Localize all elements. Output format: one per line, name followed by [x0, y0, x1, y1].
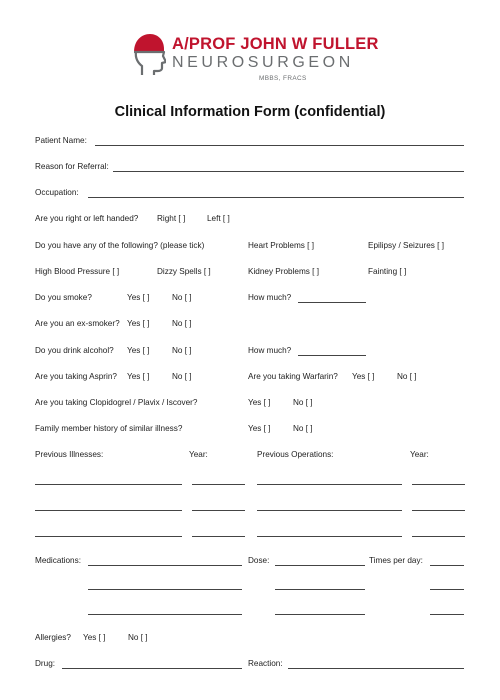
allergies-question: Allergies? — [35, 633, 71, 642]
alcohol-yes-checkbox[interactable]: Yes [ ] — [127, 346, 150, 355]
family-history-no-checkbox[interactable]: No [ ] — [293, 424, 313, 433]
smoke-yes-checkbox[interactable]: Yes [ ] — [127, 293, 150, 302]
asprin-question: Are you taking Asprin? — [35, 372, 117, 381]
illness-year-line[interactable] — [192, 510, 245, 511]
operation-year-line[interactable] — [412, 484, 465, 485]
exsmoker-yes-checkbox[interactable]: Yes [ ] — [127, 319, 150, 328]
occupation-label: Occupation: — [35, 188, 79, 197]
drug-line[interactable] — [62, 668, 242, 669]
doctor-qualifications: MBBS, FRACS — [259, 75, 307, 82]
smoke-how-much-line[interactable] — [298, 302, 366, 303]
occupation-line[interactable] — [88, 197, 464, 198]
kidney-problems-checkbox[interactable]: Kidney Problems [ ] — [248, 267, 319, 276]
alcohol-no-checkbox[interactable]: No [ ] — [172, 346, 192, 355]
illness-year-line[interactable] — [192, 484, 245, 485]
warfarin-question: Are you taking Warfarin? — [248, 372, 338, 381]
times-per-day-label: Times per day: — [369, 556, 423, 565]
illness-line[interactable] — [35, 484, 182, 485]
medication-line[interactable] — [88, 614, 242, 615]
dose-line[interactable] — [275, 589, 365, 590]
dose-line[interactable] — [275, 614, 365, 615]
times-per-day-line[interactable] — [430, 589, 464, 590]
times-per-day-line[interactable] — [430, 565, 464, 566]
fainting-checkbox[interactable]: Fainting [ ] — [368, 267, 407, 276]
dose-line[interactable] — [275, 565, 365, 566]
smoke-no-checkbox[interactable]: No [ ] — [172, 293, 192, 302]
reaction-line[interactable] — [288, 668, 464, 669]
doctor-name: A/PROF JOHN W FULLER — [172, 35, 379, 53]
warfarin-yes-checkbox[interactable]: Yes [ ] — [352, 372, 375, 381]
epilipsy-checkbox[interactable]: Epilipsy / Seizures [ ] — [368, 241, 444, 250]
handed-question: Are you right or left handed? — [35, 214, 139, 223]
operation-year-label: Year: — [410, 450, 429, 459]
warfarin-no-checkbox[interactable]: No [ ] — [397, 372, 417, 381]
illness-year-line[interactable] — [192, 536, 245, 537]
asprin-no-checkbox[interactable]: No [ ] — [172, 372, 192, 381]
exsmoker-question: Are you an ex-smoker? — [35, 319, 120, 328]
medication-line[interactable] — [88, 589, 242, 590]
exsmoker-no-checkbox[interactable]: No [ ] — [172, 319, 192, 328]
operation-year-line[interactable] — [412, 536, 465, 537]
clopidogrel-question: Are you taking Clopidogrel / Plavix / Iscover? — [35, 398, 198, 407]
dose-label: Dose: — [248, 556, 270, 565]
family-history-yes-checkbox[interactable]: Yes [ ] — [248, 424, 271, 433]
smoke-how-much-label: How much? — [248, 293, 292, 302]
head-logo-icon — [130, 30, 166, 76]
asprin-yes-checkbox[interactable]: Yes [ ] — [127, 372, 150, 381]
reaction-label: Reaction: — [248, 659, 283, 668]
illness-line[interactable] — [35, 510, 182, 511]
heart-problems-checkbox[interactable]: Heart Problems [ ] — [248, 241, 314, 250]
operation-year-line[interactable] — [412, 510, 465, 511]
illness-year-label: Year: — [189, 450, 208, 459]
alcohol-question: Do you drink alcohol? — [35, 346, 114, 355]
operation-line[interactable] — [257, 536, 402, 537]
form-title: Clinical Information Form (confidential) — [114, 104, 386, 120]
clopidogrel-yes-checkbox[interactable]: Yes [ ] — [248, 398, 271, 407]
family-history-question: Family member history of similar illness? — [35, 424, 183, 433]
right-handed-checkbox[interactable]: Right [ ] — [157, 214, 186, 223]
operation-line[interactable] — [257, 484, 402, 485]
conditions-question: Do you have any of the following? (please tick) — [35, 241, 205, 250]
previous-illnesses-label: Previous Illnesses: — [35, 450, 104, 459]
referral-line[interactable] — [113, 171, 464, 172]
patient-name-label: Patient Name: — [35, 136, 87, 145]
times-per-day-line[interactable] — [430, 614, 464, 615]
doctor-title: NEUROSURGEON — [172, 54, 354, 71]
clopidogrel-no-checkbox[interactable]: No [ ] — [293, 398, 313, 407]
operation-line[interactable] — [257, 510, 402, 511]
illness-line[interactable] — [35, 536, 182, 537]
referral-label: Reason for Referral: — [35, 162, 109, 171]
smoke-question: Do you smoke? — [35, 293, 92, 302]
allergies-yes-checkbox[interactable]: Yes [ ] — [83, 633, 106, 642]
drug-label: Drug: — [35, 659, 56, 668]
previous-operations-label: Previous Operations: — [257, 450, 334, 459]
alcohol-how-much-line[interactable] — [298, 355, 366, 356]
alcohol-how-much-label: How much? — [248, 346, 292, 355]
allergies-no-checkbox[interactable]: No [ ] — [128, 633, 148, 642]
high-bp-checkbox[interactable]: High Blood Pressure [ ] — [35, 267, 120, 276]
dizzy-spells-checkbox[interactable]: Dizzy Spells [ ] — [157, 267, 211, 276]
medications-label: Medications: — [35, 556, 81, 565]
patient-name-line[interactable] — [95, 145, 464, 146]
medication-line[interactable] — [88, 565, 242, 566]
left-handed-checkbox[interactable]: Left [ ] — [207, 214, 230, 223]
